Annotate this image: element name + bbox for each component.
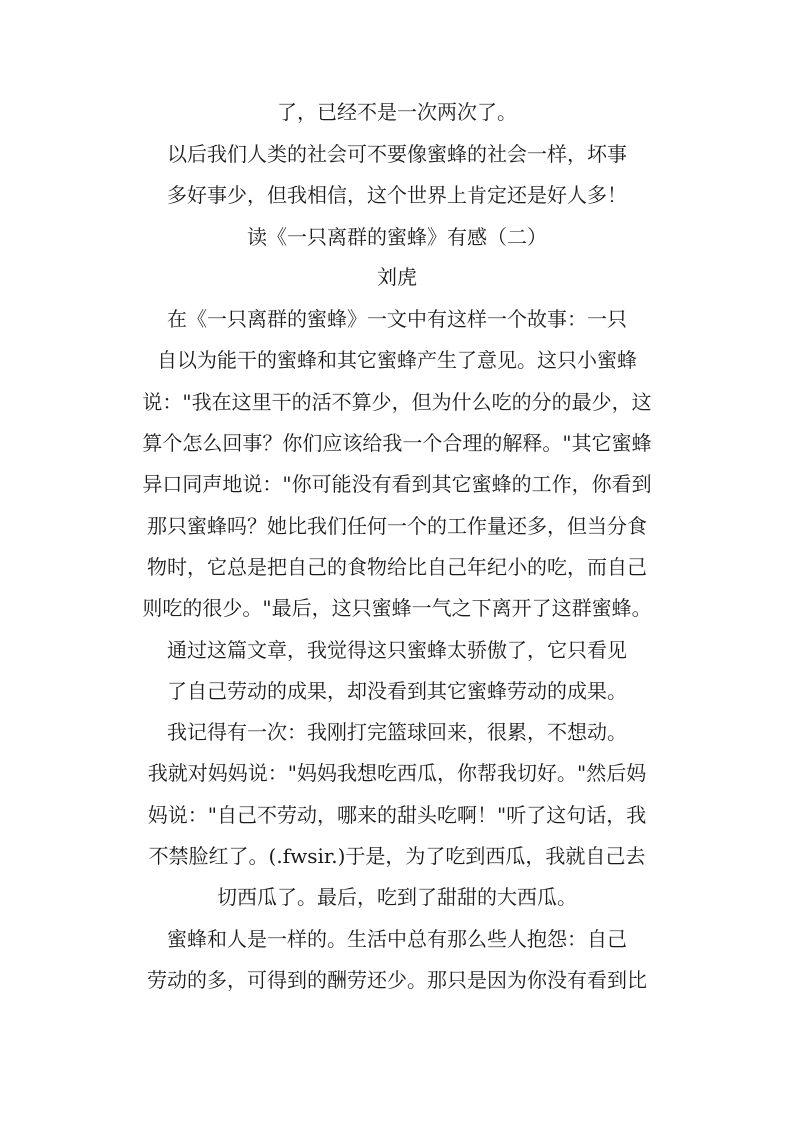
text-line-6: 在《一只离群的蜜蜂》一文中有这样一个故事：一只 bbox=[167, 307, 627, 331]
text-line-9: 算个怎么回事？你们应该给我一个合理的解释。"其它蜜蜂 bbox=[142, 431, 652, 455]
text-line-2: 以后我们人类的社会可不要像蜜蜂的社会一样，坏事 bbox=[167, 142, 627, 166]
text-line-19: 不禁脸红了。(.fwsir.)于是，为了吃到西瓜，我就自己去 bbox=[148, 844, 646, 868]
text-line-20: 切西瓜了。最后，吃到了甜甜的大西瓜。 bbox=[217, 885, 577, 909]
text-line-12: 物时，它总是把自己的食物给比自己年纪小的吃，而自己 bbox=[147, 555, 647, 579]
text-line-3: 多好事少，但我相信，这个世界上肯定还是好人多！ bbox=[167, 183, 627, 207]
text-line-22: 劳动的多，可得到的酬劳还少。那只是因为你没有看到比 bbox=[147, 968, 647, 992]
text-line-14: 通过这篇文章，我觉得这只蜜蜂太骄傲了，它只看见 bbox=[167, 638, 627, 662]
text-line-18: 妈说："自己不劳动，哪来的甜头吃啊！"听了这句话，我 bbox=[147, 803, 647, 827]
text-line-15: 了自己劳动的成果，却没看到其它蜜蜂劳动的成果。 bbox=[167, 679, 627, 703]
text-line-8: 说："我在这里干的活不算少，但为什么吃的分的最少，这 bbox=[142, 390, 652, 414]
text-line-7: 自以为能干的蜜蜂和其它蜜蜂产生了意见。这只小蜜蜂 bbox=[157, 348, 637, 372]
text-line-17: 我就对妈妈说："妈妈我想吃西瓜，你帮我切好。"然后妈 bbox=[147, 761, 647, 785]
essay-title: 读《一只离群的蜜蜂》有感（二） bbox=[247, 225, 547, 249]
text-line-13: 则吃的很少。"最后，这只蜜蜂一气之下离开了这群蜜蜂。 bbox=[142, 596, 652, 620]
essay-author: 刘虎 bbox=[377, 265, 417, 289]
text-line-1: 了，已经不是一次两次了。 bbox=[277, 100, 517, 124]
text-line-21: 蜜蜂和人是一样的。生活中总有那么些人抱怨：自己 bbox=[167, 927, 627, 951]
text-line-10: 异口同声地说："你可能没有看到其它蜜蜂的工作，你看到 bbox=[142, 472, 652, 496]
text-line-16: 我记得有一次：我刚打完篮球回来，很累，不想动。 bbox=[167, 720, 627, 744]
text-line-11: 那只蜜蜂吗？她比我们任何一个的工作量还多，但当分食 bbox=[147, 514, 647, 538]
